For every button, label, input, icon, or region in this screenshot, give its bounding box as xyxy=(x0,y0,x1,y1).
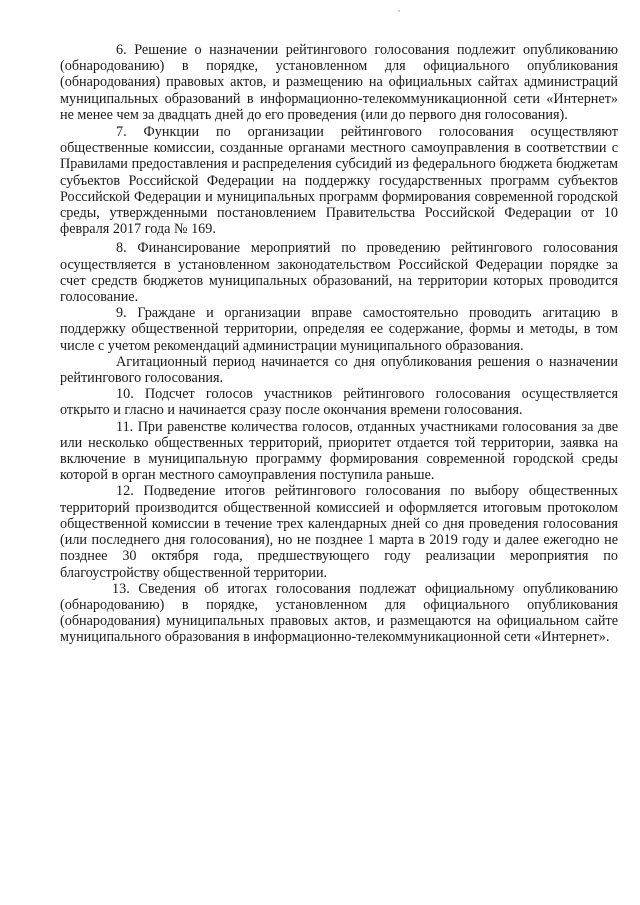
paragraph-7: 7. Функции по организации рейтингового голосования осуществляют общественные комиссии, созданные органами местного самоуправления в соответствии с Правилами предоставления и распределения субсидий из федерального бюджета бюджетам субъектов Российской Федерации на поддержку государственных программ субъектов Российской Федерации и муниципальных программ формирования современной городской среды, утвержденными постановлением Правительства Российской Федерации от 10 февраля 2017 года № 169. xyxy=(60,124,618,238)
paragraph-9: 9. Граждане и организации вправе самостоятельно проводить агитацию в поддержку общественной территории, определяя ее содержание, формы и методы, в том числе с учетом рекомендаций администрации муниципального образования. xyxy=(60,305,618,354)
paragraph-6: 6. Решение о назначении рейтингового голосования подлежит опубликованию (обнародованию) в порядке, установленном для официального опубликования (обнародования) правовых актов, и размещению на официальных сайтах администраций муниципальных образований в информационно-телекоммуникационной сети «Интернет» не менее чем за двадцать дней до его проведения (или до первого дня голосования). xyxy=(60,42,618,123)
paragraph-agitation-period: Агитационный период начинается со дня опубликования решения о назначении рейтингового голосования. xyxy=(60,353,618,387)
paragraph-12: 12. Подведение итогов рейтингового голосования по выбору общественных территорий производится общественной комиссией и оформляется итоговым протоколом общественной комиссии в течение трех календарных дней со дня проведения голосования (или последнего дня голосования), но не позднее 1 марта в 2019 году и далее ежегодно не позднее 30 октября года, предшествующего году реализации мероприятия по благоустройству общественной территории. xyxy=(60,483,618,581)
paragraph-10: 10. Подсчет голосов участников рейтингового голосования осуществляется открыто и гласно и начинается сразу после окончания времени голосования. xyxy=(60,386,618,419)
document-page xyxy=(60,42,618,646)
paragraph-13: 13. Сведения об итогах голосования подлежат официальному опубликованию (обнародованию) в порядке, установленном для официального опубликования (обнародования) муниципальных правовых актов, и размещаются на официальном сайте муниципального образования в информационно-телекоммуникационной сети «Интернет». xyxy=(60,580,618,646)
paragraph-8: 8. Финансирование мероприятий по проведению рейтингового голосования осуществляется в установленном законодательством Российской Федерации порядке за счет средств бюджетов муниципальных образований, на территории которых проводится голосование. xyxy=(60,240,618,306)
scan-speck xyxy=(398,10,400,12)
paragraph-11: 11. При равенстве количества голосов, отданных участниками голосования за две или несколько общественных территорий, приоритет отдается той территории, заявка на включение в муниципальную программу формирования современной городской среды которой в орган местного самоуправления поступила раньше. xyxy=(60,418,618,484)
